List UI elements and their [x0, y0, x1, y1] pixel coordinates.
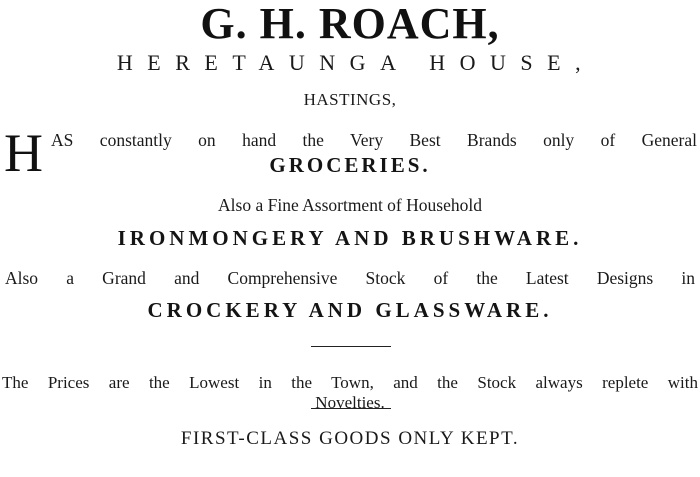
divider-rule	[311, 346, 391, 347]
house-name: HERETAUNGA HOUSE,	[116, 50, 596, 75]
divider-rule	[311, 408, 391, 409]
crockery-heading: CROCKERY AND GLASSWARE.	[147, 298, 553, 322]
prices-text-line: Novelties.	[315, 393, 385, 412]
crockery-intro-text: Also a Grand and Comprehensive Stock of the Latest Designs in	[5, 268, 695, 288]
business-name: G. H. ROACH,	[200, 0, 500, 48]
town-name: HASTINGS,	[303, 90, 397, 109]
household-intro-text: Also a Fine Assortment of Household	[218, 195, 482, 215]
groceries-heading: GROCERIES.	[269, 153, 431, 177]
drop-cap: H	[4, 123, 43, 183]
ironmongery-heading: IRONMONGERY AND BRUSHWARE.	[117, 226, 583, 250]
footer-slogan: FIRST-CLASS GOODS ONLY KEPT.	[180, 428, 520, 449]
prices-text-line: The Prices are the Lowest in the Town, and the Stock always replete with	[2, 373, 698, 392]
groceries-intro-text: AS constantly on hand the Very Best Brands only of General	[51, 130, 697, 150]
prices-paragraph	[0, 373, 700, 413]
